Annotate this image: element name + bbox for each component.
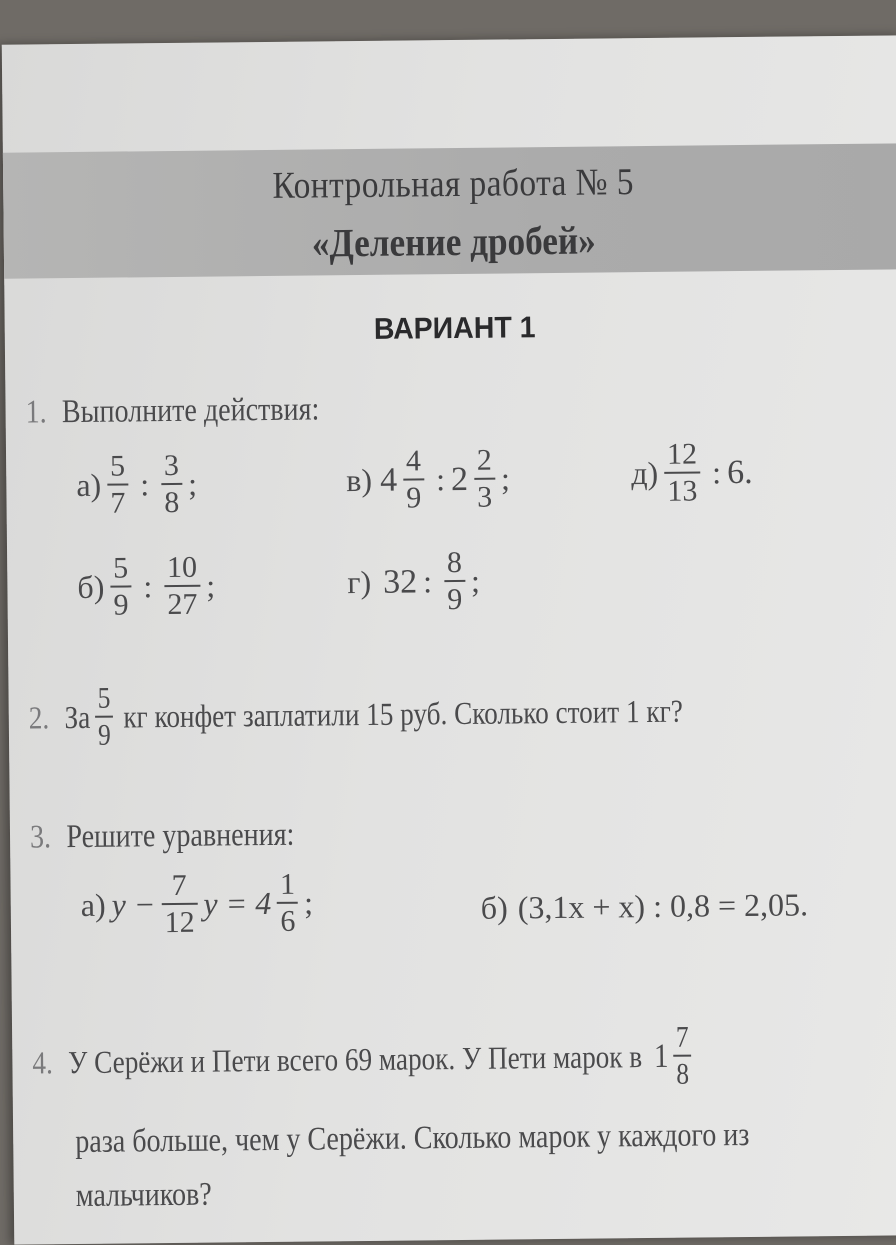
task-4-line-2: раза больше, чем у Серёжи. Сколько марок у каждого из — [75, 1116, 750, 1161]
item-label: б) — [77, 568, 105, 605]
task-3b: б) (3,1x + x) : 0,8 = 2,05. — [480, 886, 809, 926]
task-text: Решите уравнения: — [66, 816, 295, 856]
task-text: кг конфет заплатили 15 руб. Сколько стоит 1 кг? — [123, 692, 684, 735]
fraction: $\frac{4}{9}$ — [403, 446, 425, 513]
fraction: $\frac{7}{8}$ — [673, 1023, 692, 1090]
task-1-heading — [25, 391, 319, 431]
item-label: д) — [631, 454, 659, 492]
task-number: 1. — [25, 394, 47, 431]
task-number: 3. — [29, 819, 52, 856]
task-4-line-3: мальчиков? — [75, 1176, 212, 1215]
fraction: $\frac{5}{9}$ — [110, 553, 132, 620]
task-1g: г) 32 : $\frac{8}{9}$ ; — [347, 545, 481, 617]
task-4-line-1: 4. У Серёжи и Пети всего 69 марок. У Пети марок в 1 $\frac{7}{8}$ — [32, 1023, 697, 1097]
item-label: г) — [347, 563, 372, 601]
page-subtitle: «Деление дробей» — [311, 217, 596, 266]
fraction: $\frac{1}{6}$ — [277, 870, 299, 937]
task-3-heading — [30, 817, 295, 857]
fraction: $\frac{10}{27}$ — [164, 553, 201, 620]
task-3a: а) y − $\frac{7}{12}$ y = 4 $\frac{1}{6}$ ; — [80, 867, 314, 940]
fraction: $\frac{8}{9}$ — [444, 548, 466, 615]
task-number: 2. — [28, 699, 50, 736]
page-title: Контрольная работа № 5 — [272, 161, 635, 207]
task-1d: д) $\frac{12}{13}$ : 6 . — [631, 437, 753, 508]
task-text: Выполните действия: — [61, 391, 320, 431]
task-1v: в) 4 $\frac{4}{9}$ : 2 $\frac{2}{3}$ ; — [346, 443, 511, 515]
task-2: 2. За $\frac{5}{9}$ кг конфет заплатили 15 руб. Сколько стоит 1 кг? — [28, 681, 684, 752]
task-1a: а) $\frac{5}{7}$ : $\frac{3}{8}$ ; — [76, 448, 198, 520]
fraction: $\frac{7}{12}$ — [161, 871, 198, 938]
task-number: 4. — [32, 1044, 53, 1081]
fraction: $\frac{3}{8}$ — [161, 451, 183, 518]
item-label: а) — [76, 466, 102, 503]
task-1b: б) $\frac{5}{9}$ : $\frac{10}{27}$ ; — [77, 550, 216, 622]
fraction: $\frac{5}{7}$ — [107, 451, 129, 518]
paper-sheet — [2, 35, 896, 1244]
item-label: в) — [346, 461, 373, 499]
fraction: $\frac{12}{13}$ — [664, 439, 701, 506]
fraction: $\frac{5}{9}$ — [95, 684, 114, 751]
variant-heading: ВАРИАНТ 1 — [373, 311, 536, 346]
item-label: а) — [80, 886, 106, 923]
task-text: У Серёжи и Пети всего 69 марок. У Пети марок в — [67, 1038, 643, 1081]
item-label: б) — [480, 889, 508, 926]
fraction: $\frac{2}{3}$ — [474, 446, 496, 513]
